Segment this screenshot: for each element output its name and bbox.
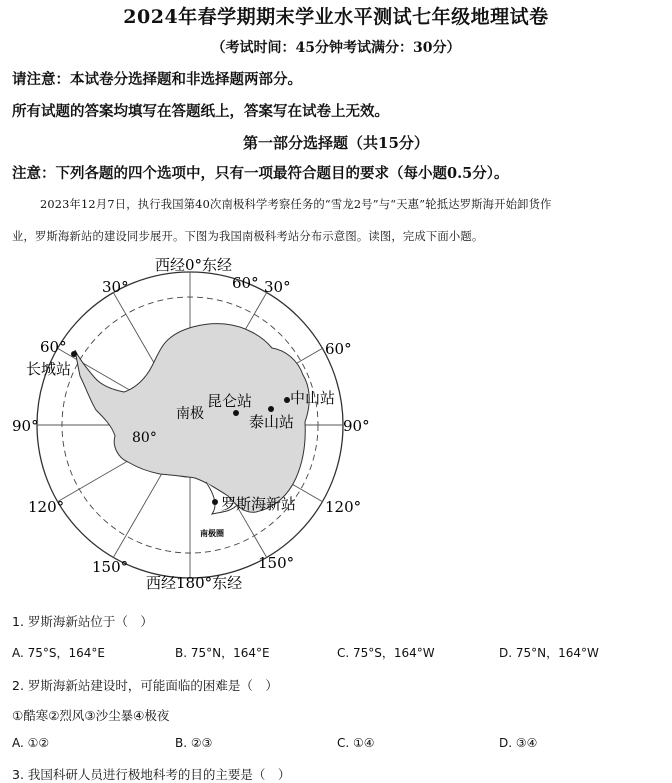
passage-line-1: 2023年12月7日，执行我国第40次南极科学考察任务的“雪龙2号”与“天惠”轮抵达罗斯海开始卸货作	[40, 198, 552, 211]
section-instruction: 注意：下列各题的四个选项中，只有一项最符合题目的要求（每小题0.5分）。	[12, 165, 509, 182]
lat-80-label: 80°	[132, 430, 157, 446]
question-2-option-a[interactable]: A. ①②	[12, 736, 50, 750]
question-1-stem: 1. 罗斯海新站位于（ ）	[12, 614, 153, 629]
kunlun-station-label: 昆仑站	[207, 392, 253, 410]
section-title: 第一部分选择题（共15分）	[243, 134, 429, 152]
passage-line-2: 业，罗斯海新站的建设同步展开。下图为我国南极科考站分布示意图。读图，完成下面小题。	[12, 230, 484, 243]
question-1-option-a[interactable]: A. 75°S，164°E	[12, 646, 106, 660]
question-2-choices: ①酷寒②烈风③沙尘暴④极夜	[12, 708, 170, 723]
question-2-option-c[interactable]: C. ①④	[337, 736, 375, 750]
lon-90w-label: 90°	[12, 417, 39, 435]
lon-60e-label: 60°	[325, 340, 352, 358]
question-2-option-d[interactable]: D. ③④	[499, 736, 538, 750]
question-1-option-c[interactable]: C. 75°S，164°W	[337, 646, 435, 660]
question-1-option-d[interactable]: D. 75°N，164°W	[499, 646, 599, 660]
question-1-option-b[interactable]: B. 75°N，164°E	[175, 646, 270, 660]
antarctic-stations-map	[0, 250, 380, 600]
changcheng-station-label: 长城站	[26, 360, 72, 378]
changcheng-station-dot	[71, 351, 77, 357]
exam-title: 2024年春学期期末学业水平测试七年级地理试卷	[123, 6, 549, 28]
lon-150w-label: 150°	[92, 558, 129, 576]
lon-30e-label: 30°	[264, 278, 291, 296]
exam-subtitle: （考试时间：45分钟考试满分：30分）	[211, 40, 461, 56]
kunlun-station-dot	[233, 410, 239, 416]
map-label-top: 西经0°东经	[155, 256, 233, 274]
notice-line-1: 请注意：本试卷分选择题和非选择题两部分。	[12, 71, 302, 88]
lon-120e-label: 120°	[325, 498, 362, 516]
luosihai-station-dot	[212, 499, 218, 505]
map-label-bottom: 西经180°东经	[146, 574, 243, 592]
south-pole-label: 南极	[176, 406, 204, 422]
lon-150e-label: 150°	[258, 554, 295, 572]
zhongshan-station-label: 中山站	[290, 389, 336, 407]
lon-120w-label: 120°	[28, 498, 65, 516]
antarctic-circle-label: 南极圈	[200, 528, 224, 538]
question-2-option-b[interactable]: B. ②③	[175, 736, 213, 750]
lon-60e-top-label: 60°	[232, 274, 259, 292]
notice-line-2: 所有试题的答案均填写在答题纸上，答案写在试卷上无效。	[12, 103, 389, 120]
lon-60w-label: 60°	[40, 338, 67, 356]
lon-90e-label: 90°	[343, 417, 370, 435]
taishan-station-dot	[268, 406, 274, 412]
question-2-stem: 2. 罗斯海新站建设时，可能面临的困难是（ ）	[12, 678, 278, 693]
taishan-station-label: 泰山站	[249, 413, 295, 431]
luosihai-station-label: 罗斯海新站	[221, 495, 297, 513]
lon-30w-label: 30°	[102, 278, 129, 296]
question-3-stem: 3. 我国科研人员进行极地科考的目的主要是（ ）	[12, 767, 291, 782]
